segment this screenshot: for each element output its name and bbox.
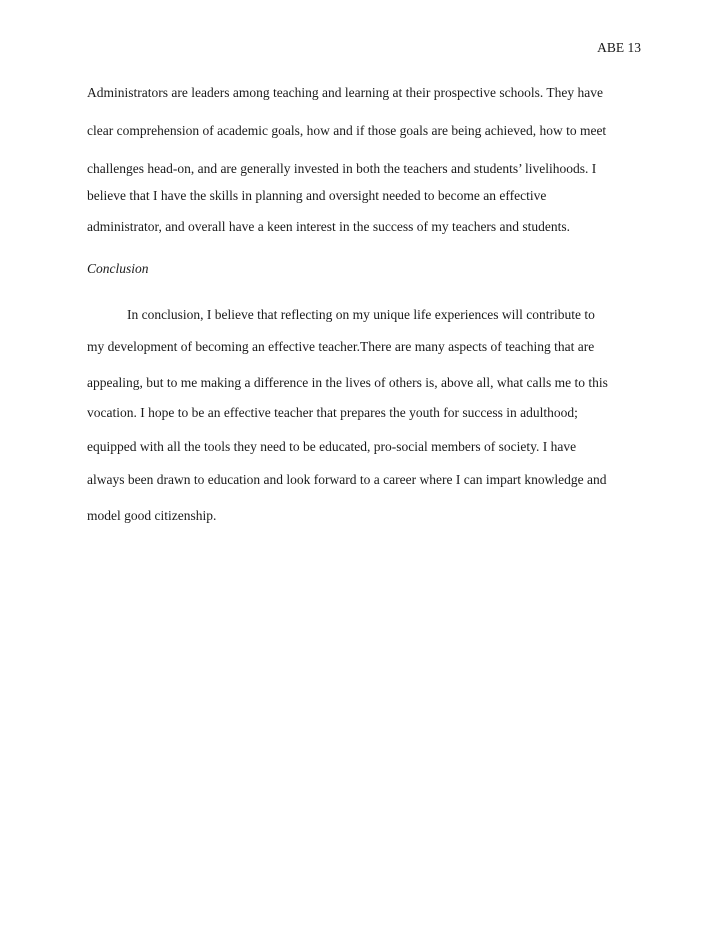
paragraph-2-line-2: my development of becoming an effective teacher.There are many aspects of teaching that are	[87, 339, 595, 354]
paragraph-2-line-1: In conclusion, I believe that reflecting on my unique life experiences will contribute to	[127, 307, 595, 322]
paragraph-2-line-6: always been drawn to education and look forward to a career where I can impart knowledge and	[87, 472, 607, 487]
paragraph-1-line-4: believe that I have the skills in planning and oversight needed to become an effective	[87, 188, 547, 203]
paragraph-2-line-5: equipped with all the tools they need to be educated, pro-social members of society. I have	[87, 439, 577, 454]
section-heading-conclusion: Conclusion	[87, 261, 149, 276]
running-head-page-number: ABE 13	[597, 40, 641, 55]
paragraph-1-line-1: Administrators are leaders among teaching and learning at their prospective schools. They have	[87, 85, 603, 100]
paragraph-1-line-3: challenges head-on, and are generally invested in both the teachers and students’ livelihoods. I	[87, 161, 597, 176]
paragraph-2-line-4: vocation. I hope to be an effective teacher that prepares the youth for success in adulthood;	[87, 405, 578, 420]
paragraph-1-line-5: administrator, and overall have a keen interest in the success of my teachers and students.	[87, 219, 571, 234]
paragraph-2-line-7: model good citizenship.	[87, 508, 217, 523]
paragraph-1-line-2: clear comprehension of academic goals, how and if those goals are being achieved, how to meet	[87, 123, 607, 138]
paragraph-2-line-3: appealing, but to me making a difference in the lives of others is, above all, what calls me to this	[87, 375, 608, 390]
